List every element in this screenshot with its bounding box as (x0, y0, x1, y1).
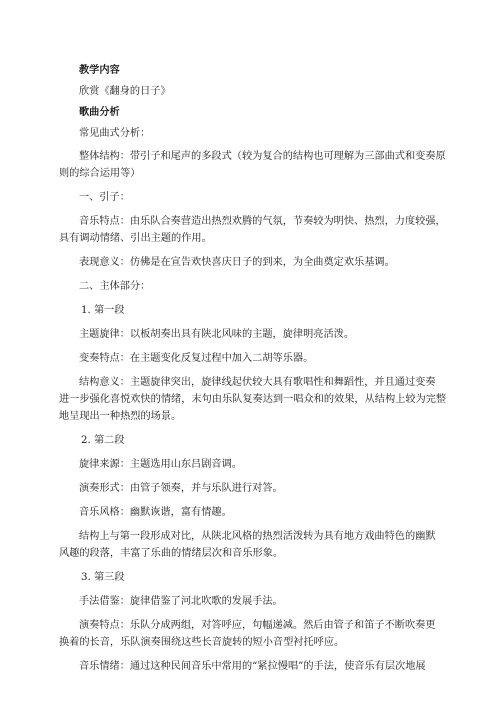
section-2-title: 二、主体部分： (79, 280, 151, 292)
common-form-label: 常见曲式分析： (79, 128, 151, 139)
part-1-theme: 主题旋律：以板胡奏出具有陕北风味的主题，旋律明亮活泼。 (79, 328, 355, 340)
part-2-style: 音乐风格：幽默诙谐，富有情趣。 (79, 506, 232, 518)
intro-music-line-1: 音乐特点：由乐队合奏营造出热烈欢腾的气氛，节奏较为明快、热烈，力度较强， (79, 215, 446, 227)
part-3-technique: 手法借鉴：旋律借鉴了河北吹歌的发展手法。 (79, 595, 283, 607)
part-2-structure-line-2: 风趣的段落，丰富了乐曲的情绪层次和音乐形象。 (59, 547, 284, 559)
heading-teaching-content: 教学内容 (79, 64, 120, 76)
part-1-structure-line-2: 进一步强化喜悦欢快的情绪，末句由乐队复奏达到一唱众和的效果，从结构上较为完整 (59, 393, 447, 405)
overall-structure-line-1: 整体结构：带引子和尾声的多段式（较为复合的结构也可理解为三部曲式和变奏原 (79, 150, 446, 162)
part-3-play-line-2: 换着的长音，乐队演奏围绕这些长音旋转的短小音型衬托呼应。 (59, 636, 345, 648)
part-1-structure-line-1: 结构意义：主题旋律突出，旋律线起伏较大具有歌唱性和舞蹈性，并且通过变奏 (79, 376, 436, 388)
part-2-structure-line-1: 结构上与第一段形成对比，从陕北风格的热烈活泼转为具有地方戏曲特色的幽默 (79, 530, 436, 542)
part-1-variation: 变奏特点：在主题变化反复过程中加入二胡等乐器。 (79, 352, 314, 364)
part-3-play-line-1: 演奏特点：乐队分成两组，对答呼应，句幅递减。然后由管子和笛子不断吹奏更 (79, 619, 436, 631)
part-2-form: 演奏形式：由管子领奏，并与乐队进行对答。 (79, 482, 283, 494)
intro-meaning-line: 表现意义：仿佛是在宣告欢快喜庆日子的到来，为全曲奠定欢乐基调。 (79, 256, 395, 268)
heading-song-analysis: 歌曲分析 (79, 106, 120, 118)
section-1-title: 一、引子： (79, 191, 130, 203)
part-1-structure-line-3: 地呈现出一种热烈的场景。 (59, 410, 182, 422)
part-2-title: 2. 第二段 (81, 434, 125, 446)
part-1-title: 1. 第一段 (81, 304, 125, 316)
part-3-title: 3. 第三段 (81, 571, 125, 583)
intro-music-line-2: 具有调动情绪、引出主题的作用。 (59, 232, 212, 244)
appreciation-line: 欣赏《翻身的日子》 (79, 86, 171, 97)
part-3-mood-line-1: 音乐情绪：通过这种民间音乐中常用的“紧拉慢唱”的手法，使音乐有层次地展 (79, 660, 426, 672)
overall-structure-line-2: 则的综合运用等） (59, 167, 141, 179)
part-2-source: 旋律来源：主题选用山东吕剧音调。 (79, 458, 242, 470)
